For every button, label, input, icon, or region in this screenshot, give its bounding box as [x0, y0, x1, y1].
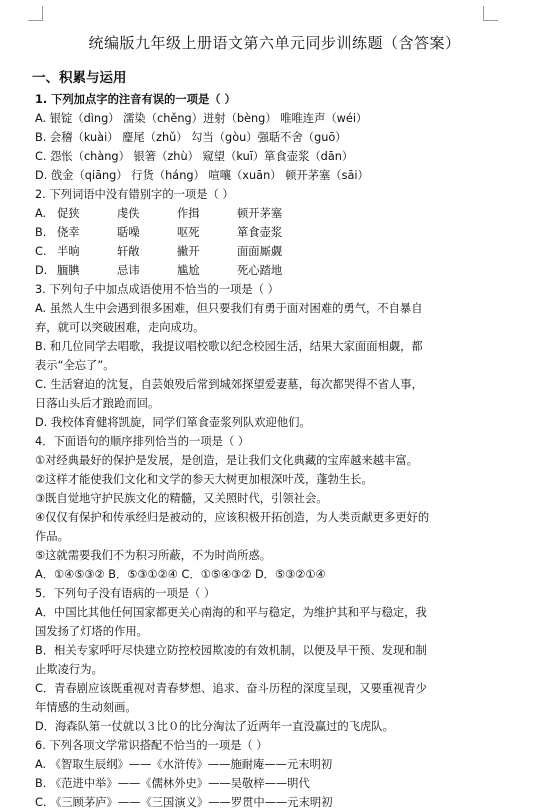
q2-a-word-2: 虔佚: [117, 207, 140, 220]
document-title: 统编版九年级上册语文第六单元同步训练题（含答案）: [88, 34, 461, 52]
q3-option-b-line2: 表示“全忘了”。: [35, 359, 115, 372]
q4-sentence-1: ①对经典最好的保护是发展，是创造，是让我们文化典藏的宝库越来越丰富。: [35, 454, 418, 467]
q1-option-d: D. 戗金（qiāng） 行货（háng） 喧嚷（xuān） 顿开茅塞（sāi）: [35, 169, 369, 182]
q5-option-a-line1: A．中国比其他任何国家都更关心南海的和平与稳定，为维护其和平与稳定，我: [35, 606, 427, 619]
document-body: [35, 90, 521, 812]
q4-sentence-4-line2: 作品。: [35, 530, 69, 543]
q2-a-word-1: 促狭: [57, 207, 80, 220]
q2-stem: 2. 下列词语中没有错别字的一项是（ ）: [35, 188, 234, 201]
q3-option-c-line2: 日落山头后才踉跄而回。: [35, 397, 160, 410]
q6-option-c: C. 《三顾茅庐》——《三国演义》——罗贯中——元末明初: [35, 796, 333, 809]
q4-sentence-3: ③既自觉地守护民族文化的精髓，又关照时代，引领社会。: [35, 492, 328, 505]
q1-option-a: A. 银锭（dìng） 濡染（chěng）迸射（bèng） 唯唯连声（wéi）: [35, 112, 368, 125]
q2-d-word-3: 尴尬: [177, 264, 200, 277]
q6-option-b: B. 《范进中举》——《儒林外史》——吴敬梓——明代: [35, 777, 310, 790]
q5-option-b-line2: 止欺凌行为。: [35, 663, 103, 676]
q4-stem: 4．下面语句的顺序排列恰当的一项是（ ）: [35, 435, 250, 448]
q2-b-letter: B.: [35, 226, 47, 239]
q2-b-word-3: 呕死: [177, 226, 200, 239]
q2-option-row-c: [35, 242, 521, 261]
q2-a-word-3: 作揖: [177, 207, 200, 220]
q3-option-d: D. 我校体育健将凯旋，同学们箪食壶浆列队欢迎他们。: [35, 416, 311, 429]
q2-c-letter: C.: [35, 245, 47, 258]
q6-option-a: A. 《智取生辰纲》——《水浒传》——施耐庵——元末明初: [35, 758, 333, 771]
q3-option-b-line1: B. 和几位同学去唱歌，我提议唱校歌以纪念校园生活，结果大家面面相觑，都: [35, 340, 423, 353]
q6-stem: 6. 下列各项文学常识搭配不恰当的一项是（ ）: [35, 739, 268, 752]
q3-stem: 3. 下列句子中加点成语使用不恰当的一项是（ ）: [35, 283, 279, 296]
q2-d-word-4: 死心踏地: [237, 264, 283, 277]
corner-mark-top-right: [483, 6, 498, 21]
q4-sentence-2: ②这样才能使我们文化和文学的参天大树更加根深叶茂，蓬勃生长。: [35, 473, 373, 486]
q3-option-a-line1: A. 虽然人生中会遇到很多困难，但只要我们有勇于面对困难的勇气，不自暴自: [35, 302, 423, 315]
corner-mark-top-left: [28, 6, 43, 21]
q4-options: A．①④⑤③② B．⑤③①②④ C．①⑤④③② D．⑤③②①④: [35, 568, 326, 581]
q5-option-c-line1: C．青春剧应该既重视对青春梦想、追求、奋斗历程的深度呈现，又要重视青少: [35, 682, 427, 695]
q2-option-row-d: [35, 261, 521, 280]
q2-option-row-b: [35, 223, 521, 242]
q2-option-row-a: [35, 204, 521, 223]
q2-a-word-4: 顿开茅塞: [237, 207, 283, 220]
q5-option-a-line2: 国发扬了灯塔的作用。: [35, 625, 148, 638]
q5-stem: 5．下列句子没有语病的一项是（ ）: [35, 587, 216, 600]
q3-option-a-line2: 弃，就可以突破困难，走向成功。: [35, 321, 205, 334]
q2-c-word-4: 面面厮觑: [237, 245, 283, 258]
q2-c-word-2: 轩敞: [117, 245, 140, 258]
section-heading: 一、积累与运用: [32, 70, 127, 86]
q2-a-letter: A.: [35, 207, 47, 220]
q2-d-word-2: 忌讳: [117, 264, 140, 277]
q1-option-b: B. 会稽（kuài） 麈尾（zhǔ） 勾当（gòu）强聒不舍（guō）: [35, 131, 347, 144]
q5-option-b-line1: B．相关专家呼吁尽快建立防控校园欺凌的有效机制，以便及早干预、发现和制: [35, 644, 427, 657]
q2-b-word-1: 侥幸: [57, 226, 80, 239]
q4-sentence-4-line1: ④仅仅有保护和传承经归是被动的，应该积极开拓创造，为人类贡献更多更好的: [35, 511, 430, 524]
q1-stem: 1. 下列加点字的注音有误的一项是（ ）: [35, 93, 236, 106]
q2-b-word-4: 箪食壶浆: [237, 226, 283, 239]
q2-d-letter: D.: [35, 264, 48, 277]
q2-c-word-3: 撇开: [177, 245, 200, 258]
q3-option-c-line1: C. 生活窘迫的沈复，自芸娘殁后常到城郊探望爱妻墓，每次都哭得不省人事，: [35, 378, 423, 391]
q5-option-c-line2: 年情感的生动刻画。: [35, 701, 137, 714]
q2-b-word-2: 聒噪: [117, 226, 140, 239]
q2-d-word-1: 腼腆: [57, 264, 80, 277]
q1-option-c: C. 怨怅（chàng） 银箸（zhù） 窥望（kuī）箪食壶浆（dān）: [35, 150, 354, 163]
q5-option-d: D．海森队第一仗就以３比０的比分淘汰了近两年一直没赢过的飞虎队。: [35, 720, 394, 733]
q4-sentence-5: ⑤这就需要我们不为积习所蔽，不为时尚所惑。: [35, 549, 272, 562]
q2-c-word-1: 半晌: [57, 245, 80, 258]
